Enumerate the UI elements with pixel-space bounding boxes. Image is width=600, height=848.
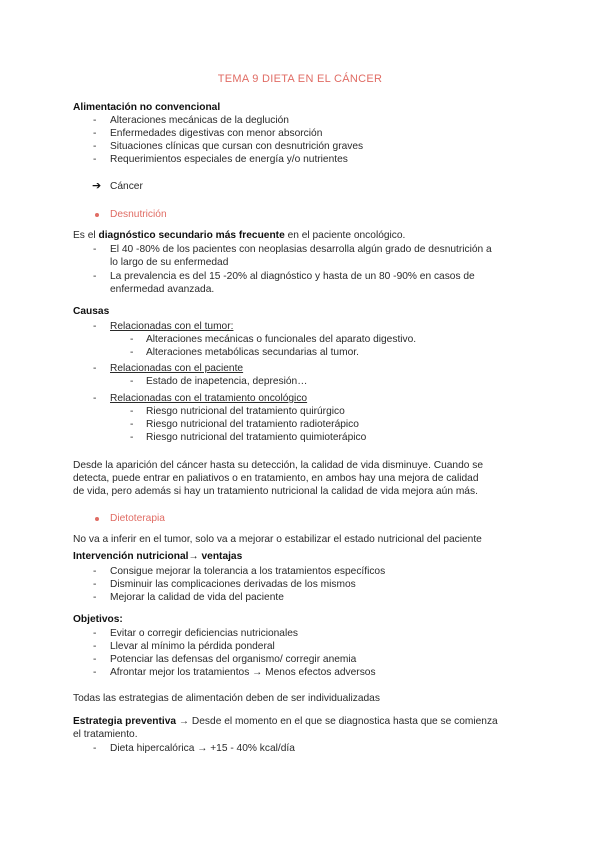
list-item: Estado de inapetencia, depresión… — [146, 376, 308, 387]
dash-icon: - — [130, 419, 134, 430]
dash-icon: - — [93, 141, 97, 152]
todas-paragraph: Todas las estrategias de alimentación deben de ser individualizadas — [73, 693, 380, 704]
list-item: Llevar al mínimo la pérdida ponderal — [110, 641, 275, 652]
list-item: Dieta hipercalórica → +15 - 40% kcal/día — [110, 743, 295, 754]
estrategia-line: Estrategia preventiva → Desde el momento en el que se diagnostica hasta que se comienza — [73, 716, 498, 727]
dash-icon: - — [130, 376, 134, 387]
desnutricion-heading: Desnutrición — [110, 209, 167, 220]
dash-icon: - — [93, 271, 97, 282]
dash-icon: - — [93, 128, 97, 139]
causas-heading: Causas — [73, 306, 110, 317]
desnutricion-intro: Es el diagnóstico secundario más frecuente en el paciente oncológico. — [73, 230, 406, 241]
estrategia-line-cont: el tratamiento. — [73, 729, 138, 740]
causas-paragraph: de vida, pero además si hay un tratamiento nutricional la calidad de vida mejora aún más. — [73, 486, 478, 497]
dash-icon: - — [93, 641, 97, 652]
list-item: Alteraciones mecánicas de la deglución — [110, 115, 289, 126]
dash-icon: - — [93, 363, 97, 374]
list-item: Riesgo nutricional del tratamiento radioterápico — [146, 419, 359, 430]
list-item: Alteraciones metabólicas secundarias al tumor. — [146, 347, 359, 358]
list-item: Potenciar las defensas del organismo/ corregir anemia — [110, 654, 357, 665]
list-item: Situaciones clínicas que cursan con desnutrición graves — [110, 141, 364, 152]
causas-paragraph: detecta, puede entrar en paliativos o en tratamiento, en ambos hay una mejora de calidad — [73, 473, 479, 484]
list-item: El 40 -80% de los pacientes con neoplasias desarrolla algún grado de desnutrición a — [110, 244, 492, 255]
list-item-cont: enfermedad avanzada. — [110, 284, 215, 295]
objetivos-heading: Objetivos: — [73, 614, 123, 625]
dash-icon: - — [130, 406, 134, 417]
list-item: Requerimientos especiales de energía y/o nutrientes — [110, 154, 348, 165]
dietoterapia-intro: No va a inferir en el tumor, solo va a mejorar o estabilizar el estado nutricional del paciente — [73, 534, 482, 545]
dash-icon: - — [93, 654, 97, 665]
list-item: La prevalencia es del 15 -20% al diagnóstico y hasta de un 80 -90% en casos de — [110, 271, 475, 282]
dash-icon: - — [93, 592, 97, 603]
causas-paragraph: Desde la aparición del cáncer hasta su detección, la calidad de vida disminuye. Cuando se — [73, 460, 484, 471]
list-item: Alteraciones mecánicas o funcionales del aparato digestivo. — [146, 334, 417, 345]
intervencion-heading: Intervención nutricional→ ventajas — [73, 551, 243, 562]
alimentacion-heading: Alimentación no convencional — [73, 102, 221, 113]
list-item: Evitar o corregir deficiencias nutricionales — [110, 628, 298, 639]
list-item: Afrontar mejor los tratamientos → Menos efectos adversos — [110, 667, 376, 678]
dash-icon: - — [130, 432, 134, 443]
list-item: Consigue mejorar la tolerancia a los tratamientos específicos — [110, 566, 386, 577]
list-item: Riesgo nutricional del tratamiento quimioterápico — [146, 432, 367, 443]
list-item: Riesgo nutricional del tratamiento quirúrgico — [146, 406, 345, 417]
arrow-bullet-icon: ➔ — [92, 180, 102, 192]
list-item: Disminuir las complicaciones derivadas de los mismos — [110, 579, 356, 590]
list-item: Mejorar la calidad de vida del paciente — [110, 592, 284, 603]
dash-icon: - — [93, 115, 97, 126]
list-item: Enfermedades digestivas con menor absorción — [110, 128, 323, 139]
causas-tratamiento: Relacionadas con el tratamiento oncológico — [110, 393, 308, 404]
dietoterapia-heading: Dietoterapia — [110, 513, 165, 524]
dash-icon: - — [93, 393, 97, 404]
dash-icon: - — [93, 579, 97, 590]
dash-icon: - — [93, 743, 97, 754]
dash-icon: - — [130, 334, 134, 345]
dash-icon: - — [93, 244, 97, 255]
bullet-dot-icon — [95, 213, 99, 217]
dash-icon: - — [93, 154, 97, 165]
causas-paciente: Relacionadas con el paciente — [110, 363, 244, 374]
dash-icon: - — [93, 566, 97, 577]
dash-icon: - — [93, 321, 97, 332]
bullet-dot-icon — [95, 517, 99, 521]
causas-tumor: Relacionadas con el tumor: — [110, 321, 234, 332]
list-item-cont: lo largo de su enfermedad — [110, 257, 229, 268]
dash-icon: - — [93, 628, 97, 639]
dash-icon: - — [130, 347, 134, 358]
dash-icon: - — [93, 667, 97, 678]
cancer-item: Cáncer — [110, 181, 143, 192]
page-title: TEMA 9 DIETA EN EL CÁNCER — [217, 73, 383, 85]
